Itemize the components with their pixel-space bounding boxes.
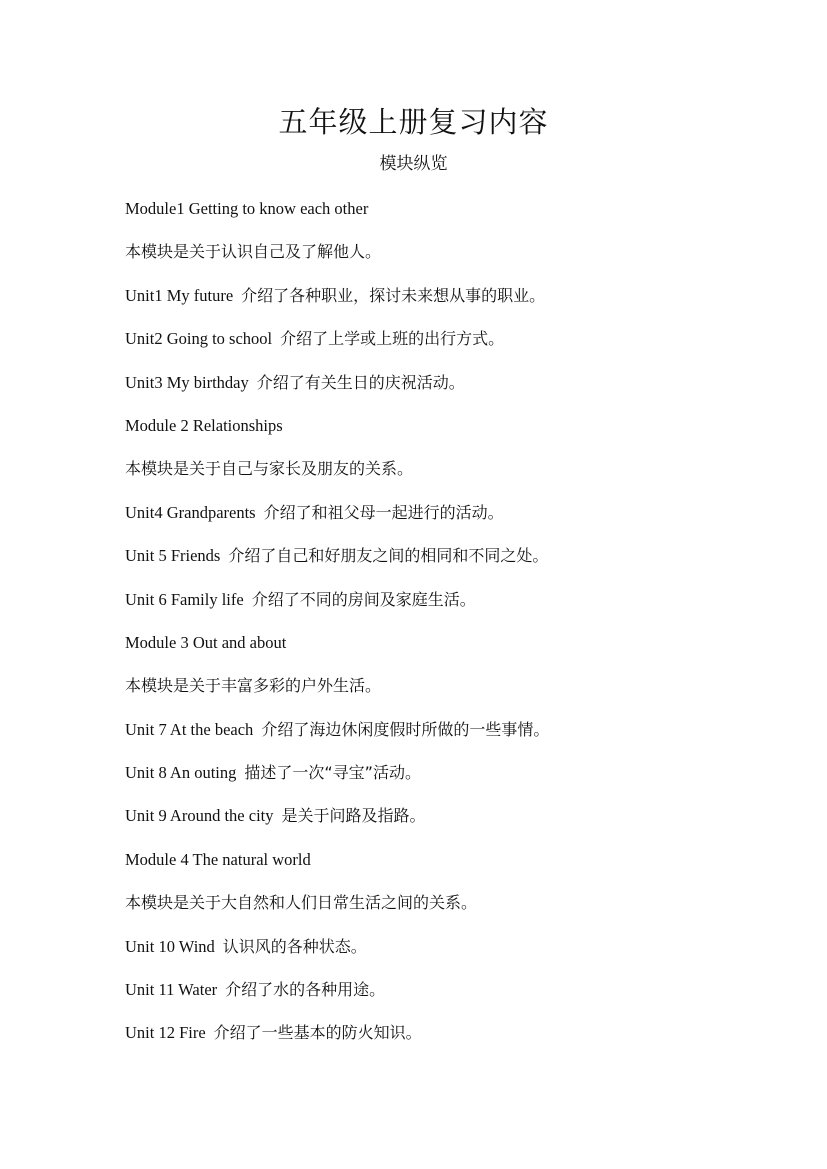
line-chinese: 介绍了海边休闲度假时所做的一些事情。 (261, 719, 550, 739)
unit-2-line (125, 328, 785, 371)
page-subtitle: 模块纵览 (379, 154, 448, 174)
line-english: Unit1 My future (125, 285, 234, 305)
line-english: Unit 9 Around the city (125, 806, 274, 826)
line-english: Module 2 Relationships (125, 415, 283, 435)
module-3-heading (125, 632, 785, 675)
unit-9-line (125, 805, 785, 848)
line-english: Unit 6 Family life (125, 589, 244, 609)
line-chinese: 描述了一次“寻宝”活动。 (244, 763, 421, 783)
line-english: Unit 7 At the beach (125, 719, 254, 739)
module-1-heading (125, 198, 785, 241)
page-title: 五年级上册复习内容 (278, 105, 549, 139)
line-english: Unit 11 Water (125, 980, 218, 1000)
unit-4-line (125, 502, 785, 545)
module-4-description (125, 892, 785, 935)
unit-12-line (125, 1022, 785, 1065)
line-chinese: 本模块是关于丰富多彩的户外生活。 (125, 676, 382, 696)
unit-8-line (125, 762, 785, 805)
line-english: Unit 8 An outing (125, 763, 237, 783)
line-chinese: 介绍了上学或上班的出行方式。 (280, 329, 505, 349)
line-english: Unit 10 Wind (125, 936, 215, 956)
line-english: Module 4 The natural world (125, 849, 311, 869)
line-chinese: 介绍了不同的房间及家庭生活。 (251, 589, 476, 609)
line-chinese: 是关于问路及指路。 (281, 806, 426, 826)
line-english: Module1 Getting to know each other (125, 199, 369, 218)
unit-6-line (125, 589, 785, 632)
unit-1-line (125, 285, 785, 328)
line-chinese: 介绍了一些基本的防火知识。 (213, 1023, 422, 1043)
module-4-heading (125, 849, 785, 892)
unit-3-line (125, 372, 785, 415)
unit-11-line (125, 979, 785, 1022)
module-overview-list (125, 198, 785, 1066)
line-chinese: 本模块是关于认识自己及了解他人。 (125, 242, 382, 262)
line-chinese: 介绍了各种职业，探讨未来想从事的职业。 (241, 285, 546, 305)
unit-5-line (125, 545, 785, 588)
line-english: Unit4 Grandparents (125, 502, 256, 522)
line-english: Unit 5 Friends (125, 546, 221, 566)
line-english: Unit3 My birthday (125, 372, 249, 392)
module-2-description (125, 458, 785, 501)
module-2-heading (125, 415, 785, 458)
unit-7-line (125, 719, 785, 762)
line-english: Unit2 Going to school (125, 329, 273, 349)
line-chinese: 介绍了有关生日的庆祝活动。 (256, 372, 465, 392)
line-chinese: 介绍了自己和好朋友之间的相同和不同之处。 (228, 546, 549, 566)
line-chinese: 介绍了水的各种用途。 (225, 980, 386, 1000)
line-english: Unit 12 Fire (125, 1023, 206, 1043)
line-english: Module 3 Out and about (125, 632, 287, 652)
module-1-description (125, 241, 785, 284)
module-3-description (125, 675, 785, 718)
line-chinese: 本模块是关于自己与家长及朋友的关系。 (125, 459, 414, 479)
line-chinese: 认识风的各种状态。 (222, 936, 367, 956)
line-chinese: 介绍了和祖父母一起进行的活动。 (263, 502, 504, 522)
line-chinese: 本模块是关于大自然和人们日常生活之间的关系。 (125, 893, 478, 913)
unit-10-line (125, 936, 785, 979)
